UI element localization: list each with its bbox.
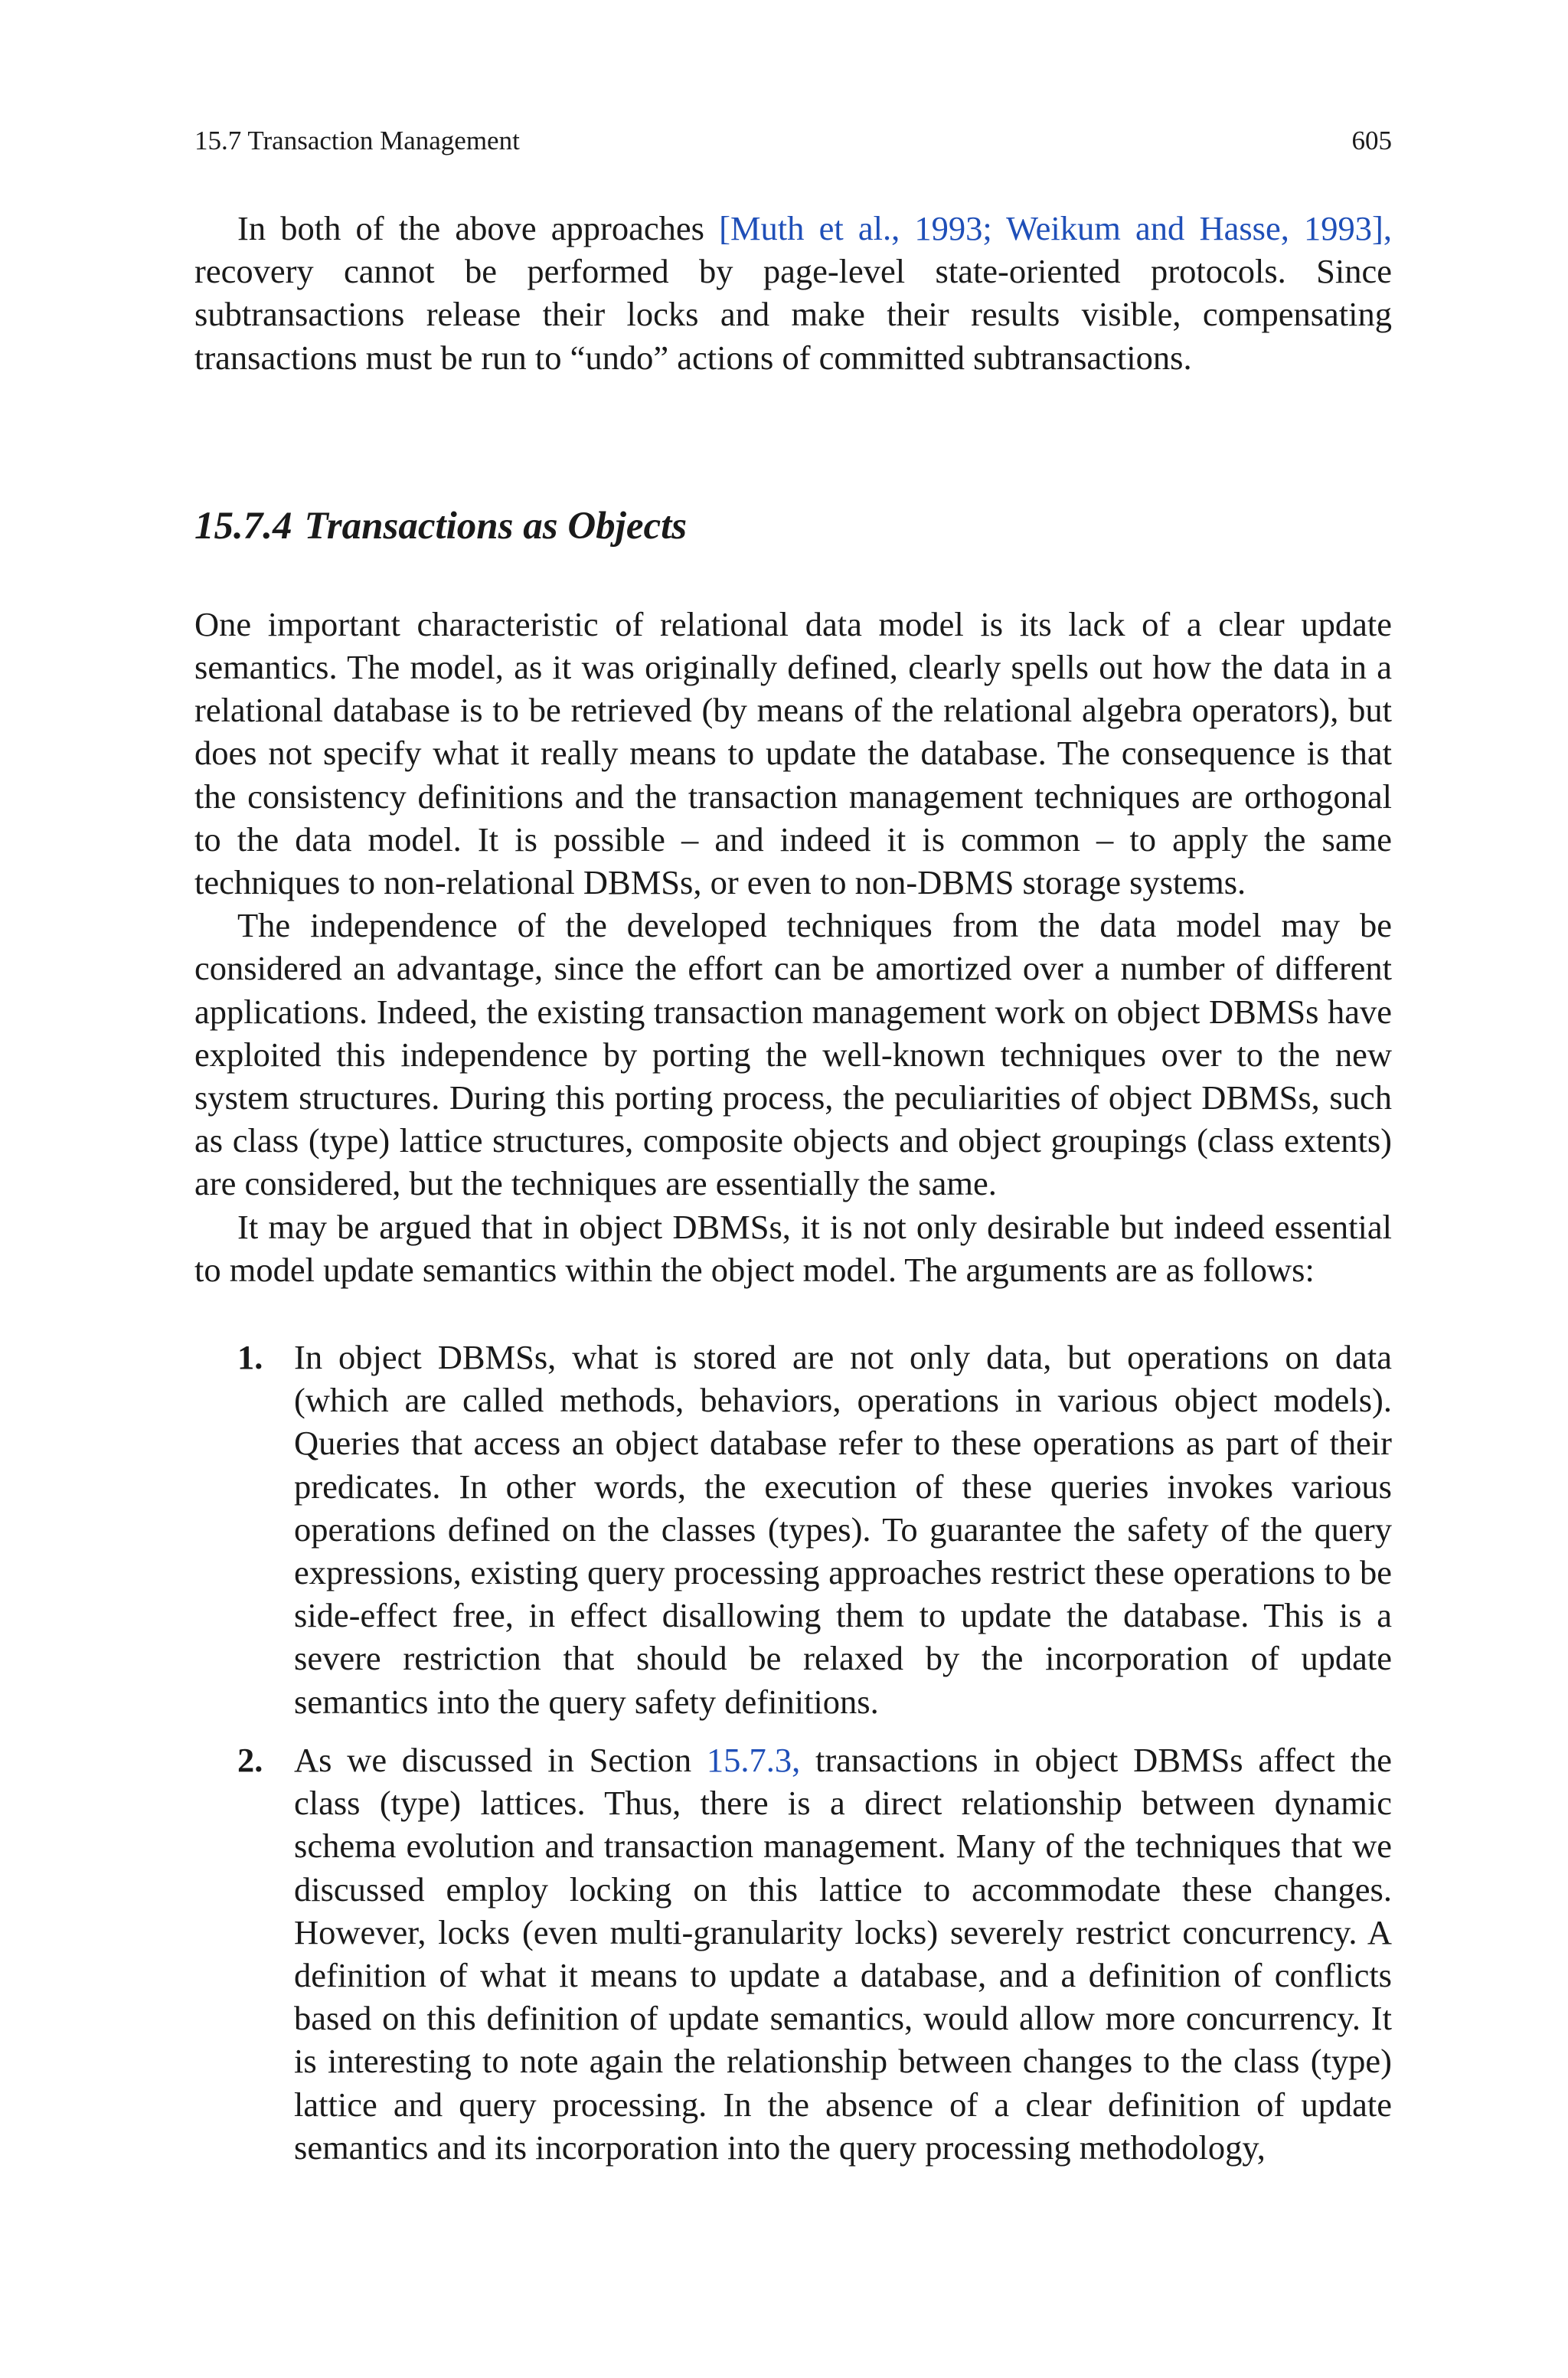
list-item-text-end: transactions in object DBMSs affect the class (type) lattices. Thus, there is a direct relationship between dynamic schema evolution and transaction management. Many of the techniques that we discussed employ locking on this lattice to accommodate these changes. However, locks (even multi-granularity locks) severely restrict concurrency. A definition of what it means to update a database, and a definition of conflicts based on this definition of update semantics, would allow more concurrency. It is interesting to note again the relationship between changes to the class (type) lattice and query processing. In the absence of a clear definition of update semantics and its incorporation into the query processing methodology, [294, 1740, 1392, 2167]
argument-list [194, 1336, 1392, 2169]
section-reference-link[interactable]: 15.7.3, [706, 1740, 801, 1779]
intro-paragraph [194, 207, 1392, 379]
body-paragraph-3: It may be argued that in object DBMSs, it is not only desirable but indeed essential to model update semantics within the object model. The arguments are as follows: [194, 1207, 1392, 1289]
list-item [194, 1739, 1392, 2169]
list-item-text: In object DBMSs, what is stored are not only data, but operations on data (which are called methods, behaviors, operations in various object models). Queries that access an object database refer to these operations as part of their predicates. In other words, the execution of these queries invokes various operations defined on the classes (types). To guarantee the safety of the query expressions, existing query processing approaches restrict these operations to be side-effect free, in effect disallowing them to update the database. This is a severe restriction that should be relaxed by the incorporation of update semantics into the query safety definitions. [294, 1338, 1392, 1721]
body-paragraph-1: One important characteristic of relational data model is its lack of a clear update semantics. The model, as it was originally defined, clearly spells out how the data in a relational database is to be retrieved (by means of the relational algebra operators), but does not specify what it really means to update the database. The consequence is that the consistency definitions and the transaction management techniques are orthogonal to the data model. It is possible – and indeed it is common – to apply the same techniques to non-relational DBMSs, or even to non-DBMS storage systems. [194, 604, 1392, 902]
list-item-number: 1. [237, 1338, 263, 1377]
running-head-section: 15.7 Transaction Management [194, 126, 520, 155]
running-head [194, 123, 1392, 159]
list-item-text [294, 1739, 1392, 2169]
book-page [194, 123, 1392, 2184]
list-item-text-start: As we discussed in Section [294, 1740, 707, 1779]
intro-text-end: recovery cannot be performed by page-level state-oriented protocols. Since subtransactions release their locks and make their results visible, compensating transactions must be run to “undo” actions of committed subtransactions. [194, 252, 1392, 377]
list-item [194, 1336, 1392, 1723]
list-item-number: 2. [237, 1740, 263, 1779]
body-paragraph-2: The independence of the developed techniques from the data model may be considered an advantage, since the effort can be amortized over a number of different applications. Indeed, the existing transaction management work on object DBMSs have exploited this independence by porting the well-known techniques over to the new system structures. During this porting process, the peculiarities of object DBMSs, such as class (type) lattice structures, composite objects and object groupings (class extents) are considered, but the techniques are essentially the same. [194, 906, 1392, 1203]
page-number: 605 [1351, 126, 1392, 155]
section-number: 15.7.4 [194, 504, 292, 548]
section-title: Transactions as Objects [304, 504, 688, 548]
citation-link[interactable]: [Muth et al., 1993; Weikum and Hasse, 1993], [719, 209, 1392, 247]
intro-text-start: In both of the above approaches [237, 209, 720, 247]
section-heading [194, 502, 1392, 551]
